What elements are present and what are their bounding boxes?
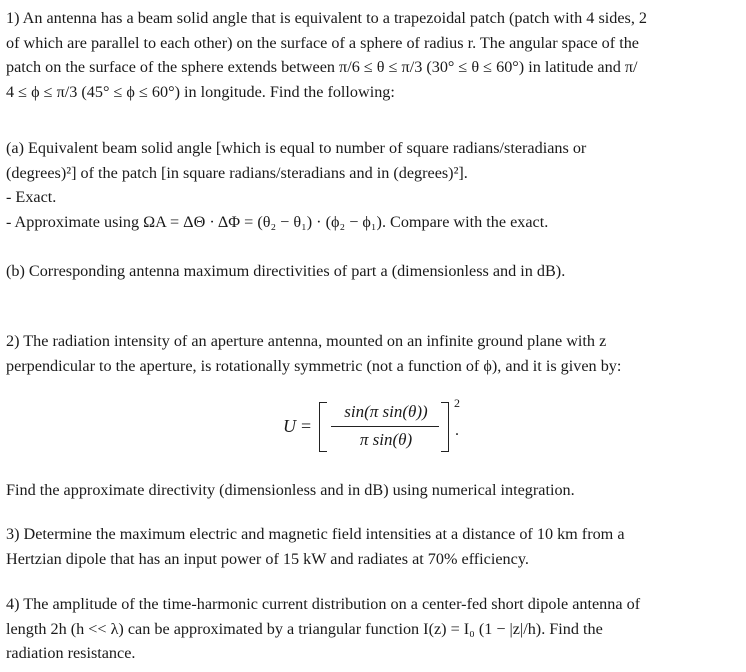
fraction-bar: [331, 426, 439, 427]
q1-line-3: patch on the surface of the sphere extends between π/6 ≤ θ ≤ π/3 (30° ≤ θ ≤ 60°) in latitude and π/: [6, 58, 638, 76]
q4-line-3: radiation resistance.: [6, 644, 136, 662]
question-2: [6, 329, 742, 378]
question-1-part-a: [6, 136, 742, 234]
right-bracket: [441, 402, 449, 452]
q2-after-line: Find the approximate directivity (dimensionless and in dB) using numerical integration.: [6, 481, 575, 499]
q4-line-2: length 2h (h << λ) can be approximated by a triangular function I(z) = I₀ (1 − |z|/h). Find the: [6, 619, 603, 638]
left-bracket: [319, 402, 327, 452]
q1b-line: (b) Corresponding antenna maximum directivities of part a (dimensionless and in dB).: [6, 262, 566, 280]
q1-line-2: of which are parallel to each other) on the surface of a sphere of radius r. The angular space of the: [6, 33, 639, 52]
question-3: [6, 522, 742, 571]
equation-lhs: U: [283, 416, 296, 436]
q3-line-2: Hertzian dipole that has an input power of 15 kW and radiates at 70% efficiency.: [6, 549, 529, 568]
q1a-line-2: (degrees)²] of the patch [in square radians/steradians and in (degrees)²].: [6, 163, 468, 182]
equation-period: .: [455, 422, 459, 439]
q3-line-1: 3) Determine the maximum electric and magnetic field intensities at a distance of 10 km from a: [6, 525, 625, 543]
equation-equals: =: [301, 416, 312, 436]
q1a-line-4: - Approximate using ΩA = ΔΘ · ΔΦ = (θ₂ − θ₁) · (ϕ₂ − ϕ₁). Compare with the exact.: [6, 212, 549, 231]
q4-line-1: 4) The amplitude of the time-harmonic current distribution on a center-fed short dipole antenna of: [6, 595, 641, 613]
equation-numerator: sin(π sin(θ)): [344, 402, 428, 421]
q1-line-1: 1) An antenna has a beam solid angle that is equivalent to a trapezoidal patch (patch with 4 sides, 2: [6, 9, 648, 27]
q2-line-2: perpendicular to the aperture, is rotationally symmetric (not a function of ϕ), and it is given by:: [6, 356, 622, 375]
equation-denominator: π sin(θ): [359, 430, 413, 449]
question-1-part-b: [6, 259, 742, 284]
radiation-intensity-equation: [283, 396, 483, 456]
q1a-line-3: - Exact.: [6, 188, 57, 206]
question-2-after: [6, 478, 742, 503]
q1a-line-1: (a) Equivalent beam solid angle [which is equal to number of square radians/steradians or: [6, 139, 587, 157]
question-4: [6, 592, 742, 666]
q1-line-4: 4 ≤ ϕ ≤ π/3 (45° ≤ ϕ ≤ 60°) in longitude. Find the following:: [6, 82, 395, 101]
q2-line-1: 2) The radiation intensity of an aperture antenna, mounted on an infinite ground plane with z: [6, 332, 607, 350]
equation-exponent: 2: [454, 396, 460, 410]
question-1: [6, 6, 742, 104]
